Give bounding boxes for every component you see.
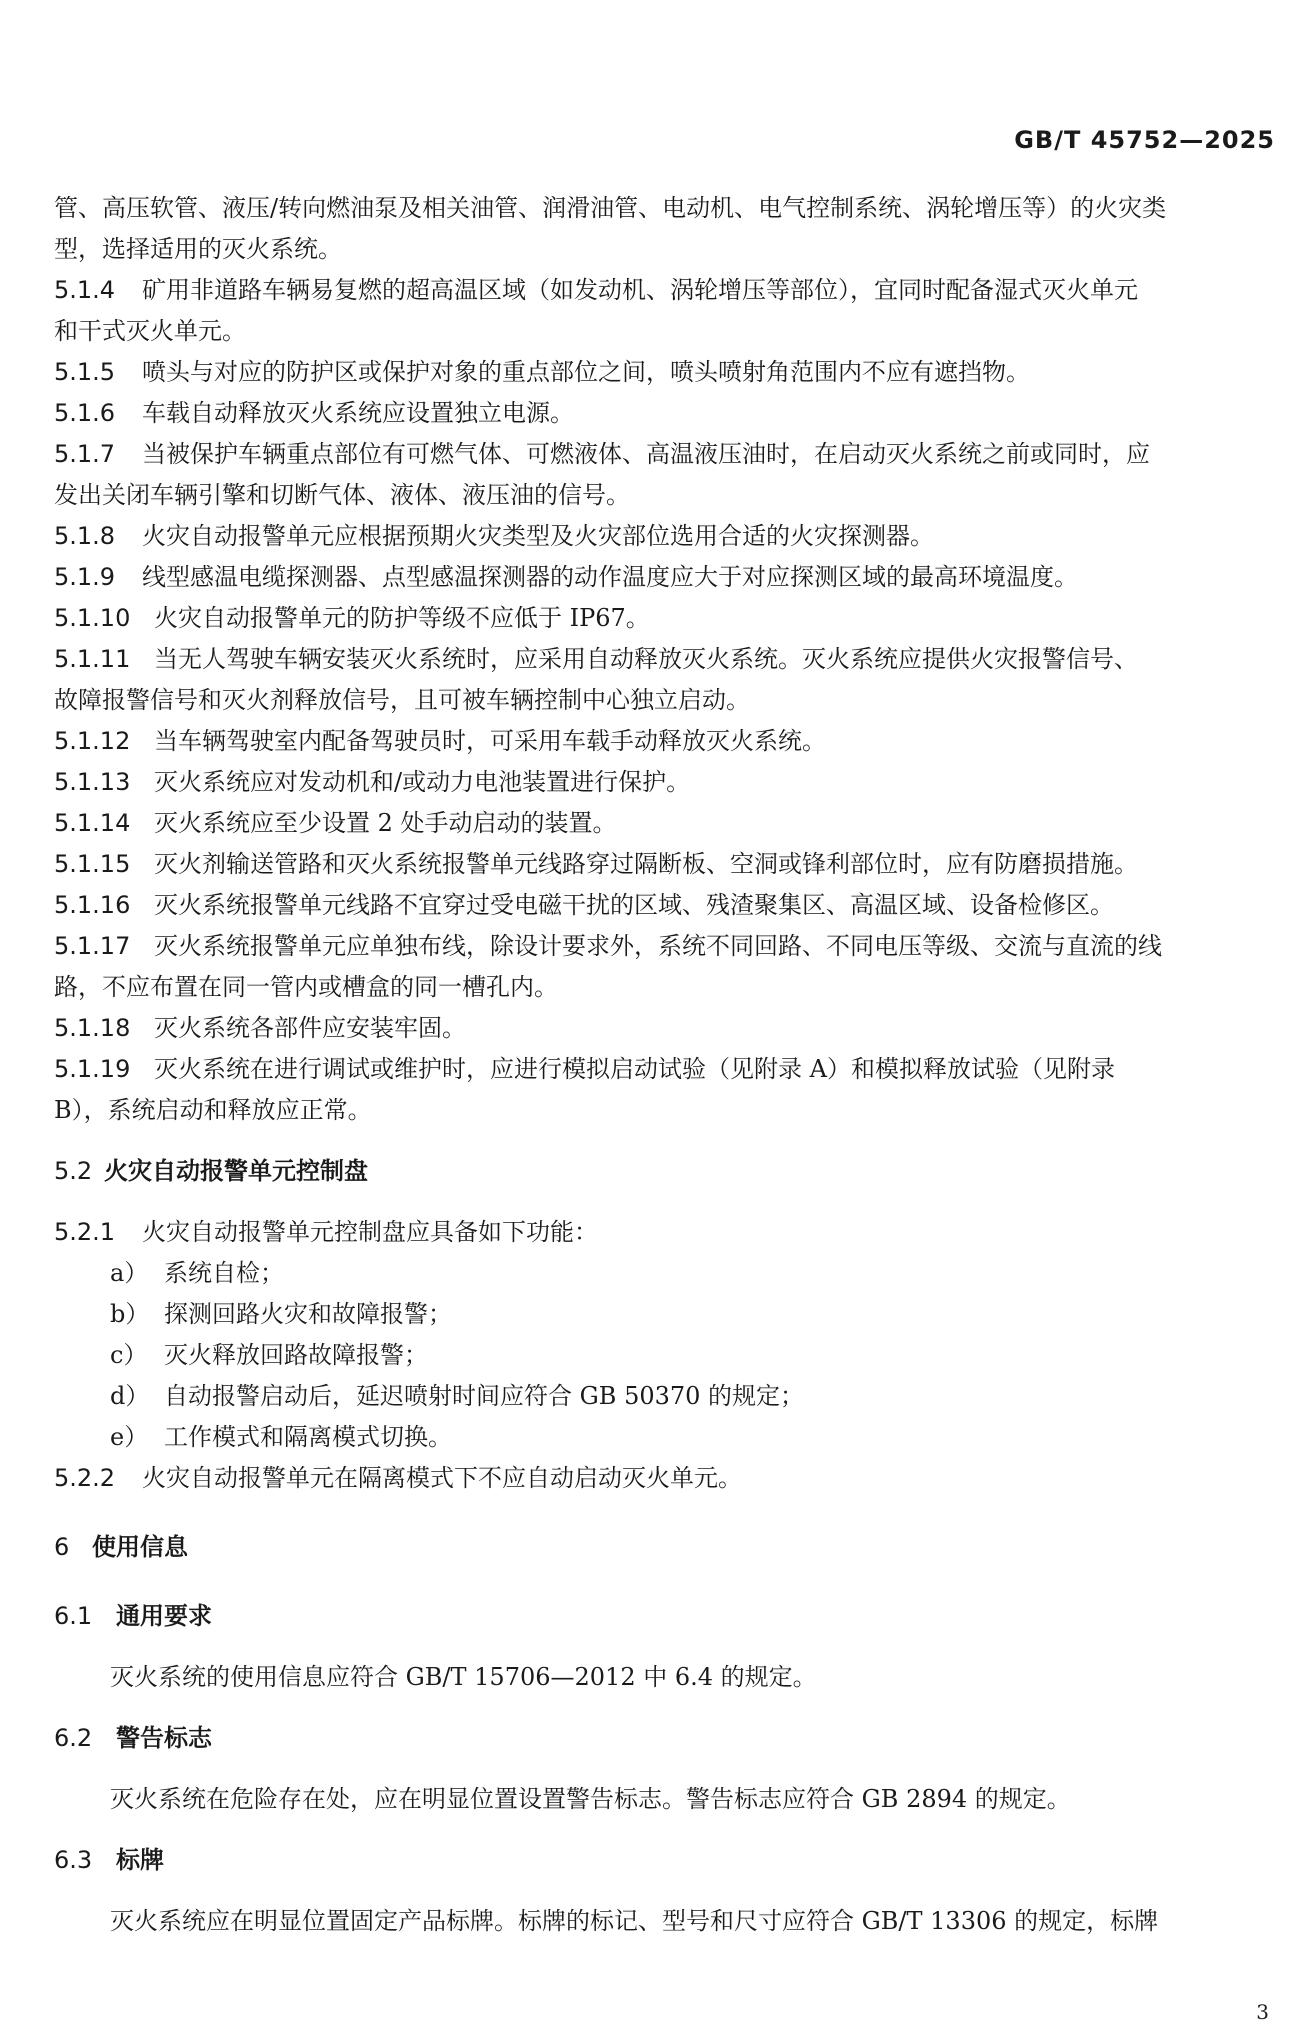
clause-text: 发出关闭车辆引擎和切断气体、液体、液压油的信号。 [54,481,630,509]
clause-5-1-9 [54,557,1264,598]
clause-text: 矿用非道路车辆易复燃的超高温区域（如发动机、涡轮增压等部位），宜同时配备湿式灭火单元 [142,276,1138,304]
clause-text: 火灾自动报警单元控制盘应具备如下功能： [142,1218,598,1246]
clause-number: 5.1.7 [54,440,116,468]
clause-5-1-11 [54,639,1264,721]
list-item-text: 灭火释放回路故障报警； [164,1341,428,1369]
clause-number: 5.1.15 [54,850,131,878]
clause-5-1-18 [54,1008,1264,1049]
clause-5-1-14 [54,803,1264,844]
list-item-text: 探测回路火灾和故障报警； [164,1300,452,1328]
clause-text: 当无人驾驶车辆安装灭火系统时，应采用自动释放灭火系统。灭火系统应提供火灾报警信号、 [154,645,1138,673]
section-text: 灭火系统应在明显位置固定产品标牌。标牌的标记、型号和尺寸应符合 GB/T 13306 的规定，标牌 [110,1907,1159,1935]
section-number: 6.2 [54,1724,93,1752]
clause-text: 灭火系统报警单元线路不宜穿过受电磁干扰的区域、残渣聚集区、高温区域、设备检修区。 [154,891,1114,919]
clause-text: 火灾自动报警单元在隔离模式下不应自动启动灭火单元。 [142,1464,742,1492]
clause-text: B），系统启动和释放应正常。 [54,1096,372,1124]
list-item-label: d） [110,1382,150,1410]
clause-5-2-2 [54,1458,1264,1499]
clause-number: 5.1.6 [54,399,116,427]
list-item [54,1376,1264,1417]
section-number: 6.3 [54,1846,93,1874]
clause-5-1-17 [54,926,1264,1008]
clause-text: 灭火系统应至少设置 2 处手动启动的装置。 [154,809,617,837]
clause-5-1-7 [54,434,1264,516]
clause-number: 5.1.16 [54,891,131,919]
clause-text: 线型感温电缆探测器、点型感温探测器的动作温度应大于对应探测区域的最高环境温度。 [142,563,1078,591]
document-code: GB/T 45752—2025 [1014,126,1275,154]
list-item-label: e） [110,1423,149,1451]
clause-number: 5.1.14 [54,809,131,837]
clause-number: 5.1.5 [54,358,116,386]
list-item-text: 自动报警启动后，延迟喷射时间应符合 GB 50370 的规定； [164,1382,805,1410]
clause-number: 5.1.9 [54,563,116,591]
clause-5-1-19 [54,1049,1264,1131]
clause-5-1-8 [54,516,1264,557]
clause-text: 灭火系统在进行调试或维护时，应进行模拟启动试验（见附录 A）和模拟释放试验（见附录 [154,1055,1115,1083]
section-text: 灭火系统的使用信息应符合 GB/T 15706—2012 中 6.4 的规定。 [110,1663,817,1691]
clause-text: 故障报警信号和灭火剂释放信号，且可被车辆控制中心独立启动。 [54,686,750,714]
list-item-text: 工作模式和隔离模式切换。 [164,1423,452,1451]
clause-5-1-6 [54,393,1264,434]
clause-number: 5.1.12 [54,727,131,755]
clause-5-1-10 [54,598,1264,639]
clause-number: 5.1.19 [54,1055,131,1083]
list-item-text: 系统自检； [164,1259,284,1287]
clause-text: 当车辆驾驶室内配备驾驶员时，可采用车载手动释放灭火系统。 [154,727,826,755]
section-title: 标牌 [116,1846,164,1874]
section-text: 灭火系统在危险存在处，应在明显位置设置警告标志。警告标志应符合 GB 2894 的规定。 [110,1785,1071,1813]
clause-number: 5.2.1 [54,1218,116,1246]
list-item-label: c） [110,1341,148,1369]
section-heading-6-2 [54,1718,1264,1759]
chapter-heading-6 [54,1527,1264,1568]
chapter-title: 使用信息 [92,1533,188,1561]
list-item [54,1253,1264,1294]
section-title: 火灾自动报警单元控制盘 [104,1157,368,1185]
clause-5-1-5 [54,352,1264,393]
clause-text: 灭火系统各部件应安装牢固。 [154,1014,466,1042]
section-number: 6.1 [54,1602,93,1630]
clause-number: 5.1.4 [54,276,116,304]
clause-text: 火灾自动报警单元的防护等级不应低于 IP67。 [154,604,650,632]
clause-5-2-1 [54,1212,1264,1253]
clause-5-1-13 [54,762,1264,803]
clause-5-1-4 [54,270,1264,352]
list-item-label: a） [110,1259,149,1287]
section-heading-6-1 [54,1596,1264,1637]
section-number: 5.2 [54,1157,93,1185]
clause-number: 5.2.2 [54,1464,116,1492]
list-item [54,1417,1264,1458]
clause-text: 车载自动释放灭火系统应设置独立电源。 [142,399,574,427]
document-body [54,188,1264,1942]
list-item-label: b） [110,1300,150,1328]
clause-5-1-16 [54,885,1264,926]
list-item [54,1335,1264,1376]
clause-text: 当被保护车辆重点部位有可燃气体、可燃液体、高温液压油时，在启动灭火系统之前或同时，应 [142,440,1150,468]
clause-text: 灭火系统报警单元应单独布线，除设计要求外，系统不同回路、不同电压等级、交流与直流的线 [154,932,1162,960]
clause-number: 5.1.13 [54,768,131,796]
clause-number: 5.1.8 [54,522,116,550]
clause-number: 5.1.10 [54,604,131,632]
continuation-line: 管、高压软管、液压/转向燃油泵及相关油管、润滑油管、电动机、电气控制系统、涡轮增压等）的火灾类 [54,194,1167,222]
section-heading-6-3 [54,1840,1264,1881]
clause-text: 路，不应布置在同一管内或槽盒的同一槽孔内。 [54,973,558,1001]
section-title: 通用要求 [116,1602,212,1630]
clause-5-1-12 [54,721,1264,762]
clause-text: 和干式灭火单元。 [54,317,246,345]
clause-text: 灭火系统应对发动机和/或动力电池装置进行保护。 [154,768,691,796]
chapter-number: 6 [54,1533,70,1561]
clause-number: 5.1.17 [54,932,131,960]
list-item [54,1294,1264,1335]
section-title: 警告标志 [116,1724,212,1752]
continuation-line: 型，选择适用的灭火系统。 [54,235,342,263]
clause-text: 火灾自动报警单元应根据预期火灾类型及火灾部位选用合适的火灾探测器。 [142,522,934,550]
section-heading-5-2 [54,1151,1264,1192]
clause-text: 喷头与对应的防护区或保护对象的重点部位之间，喷头喷射角范围内不应有遮挡物。 [142,358,1030,386]
clause-number: 5.1.18 [54,1014,131,1042]
clause-text: 灭火剂输送管路和灭火系统报警单元线路穿过隔断板、空洞或锋利部位时，应有防磨损措施。 [154,850,1138,878]
page-number: 3 [1256,2000,1269,2024]
clause-5-1-15 [54,844,1264,885]
clause-number: 5.1.11 [54,645,131,673]
